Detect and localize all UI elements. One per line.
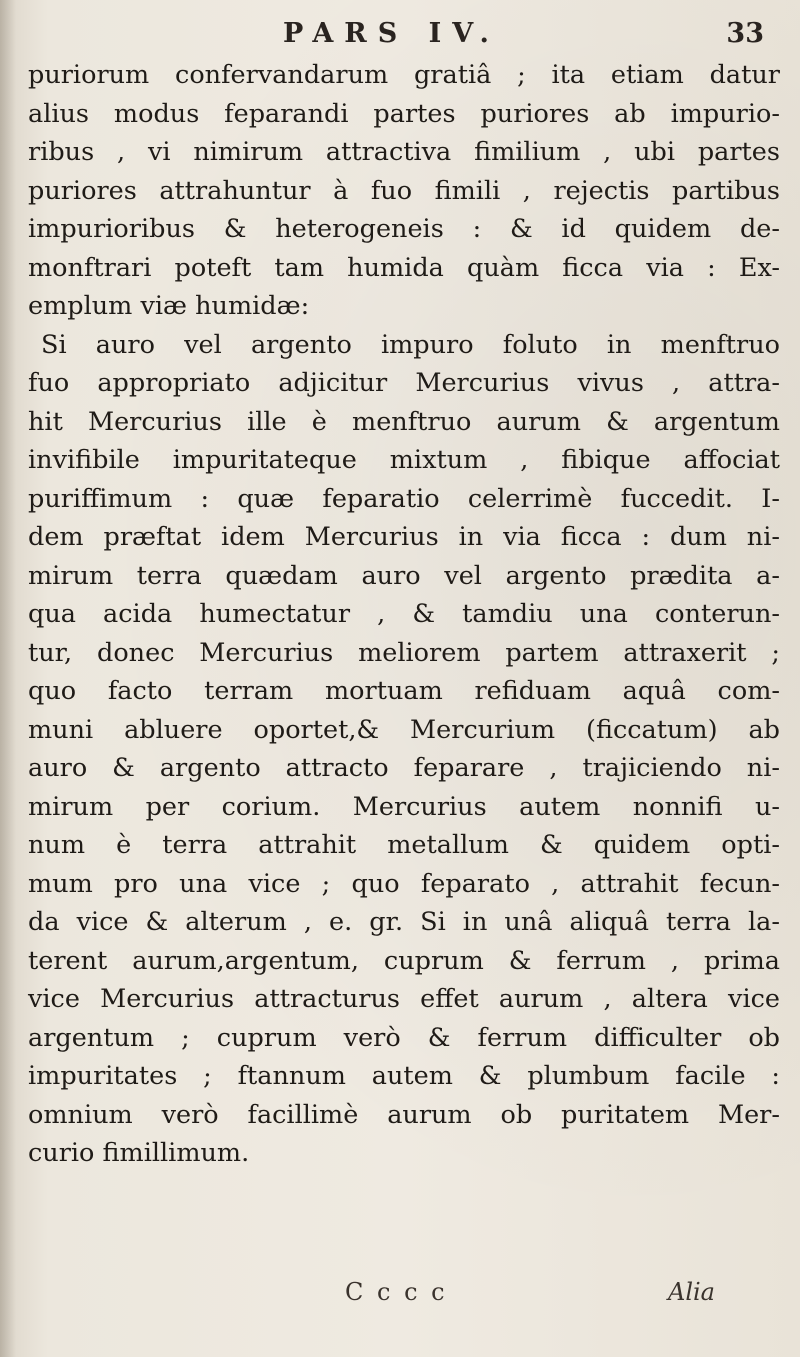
text-line: quo facto terram mortuam refiduam aquâ com- — [28, 676, 780, 706]
text-line: puriores attrahuntur à fuo fimili , rejectis partibus — [28, 175, 780, 206]
body-text — [28, 56, 780, 1173]
running-head — [0, 14, 800, 54]
text-line: alius modus feparandi partes puriores ab impurio- — [28, 98, 780, 129]
page-footer — [0, 1278, 800, 1318]
text-line: puriorum confervandarum gratiâ ; ita etiam datur — [28, 60, 780, 90]
text-line: ribus , vi nimirum attractiva fimilium , ubi partes — [28, 137, 780, 167]
text-line: tur, donec Mercurius meliorem partem attraxerit ; — [28, 637, 780, 668]
text-line: auro & argento attracto feparare , trajiciendo ni- — [28, 753, 780, 783]
text-line: impurioribus & heterogeneis : & id quidem de- — [28, 214, 780, 244]
text-line: da vice & alterum , e. gr. Si in unâ aliquâ terra la- — [28, 907, 780, 937]
text-line: mirum terra quædam auro vel argento prædita a- — [28, 560, 780, 591]
gutter-shadow — [0, 0, 16, 1357]
page-number: 33 — [726, 18, 764, 49]
running-title: PARS IV. — [283, 18, 500, 49]
text-line: num è terra attrahit metallum & quidem opti- — [28, 830, 780, 860]
text-line: vice Mercurius attracturus effet aurum , altera vice — [28, 984, 780, 1014]
text-line: invifibile impuritateque mixtum , fibique affociat — [28, 445, 780, 475]
text-line: omnium verò facillimè aurum ob puritatem Mer- — [28, 1099, 780, 1130]
text-line: muni abluere oportet,& Mercurium (ficcatum) ab — [28, 714, 780, 745]
text-line: puriffimum : quæ feparatio celerrimè fuccedit. I- — [28, 483, 780, 514]
catchword: Alia — [668, 1278, 715, 1306]
text-line: curio fimillimum. — [28, 1138, 250, 1168]
text-line: mum pro una vice ; quo feparato , attrahit fecun- — [28, 868, 780, 899]
text-line: monftrari poteft tam humida quàm ficca via : Ex- — [28, 252, 780, 283]
text-line: terent aurum,argentum, cuprum & ferrum , prima — [28, 945, 780, 976]
text-line: dem præftat idem Mercurius in via ficca : dum ni- — [28, 522, 780, 552]
text-line: qua acida humectatur , & tamdiu una conterun- — [28, 599, 780, 629]
text-line: mirum per corium. Mercurius autem nonnifi u- — [28, 791, 780, 822]
text-line: emplum viæ humidæ: — [28, 291, 310, 321]
text-line: impuritates ; ftannum autem & plumbum facile : — [28, 1061, 780, 1091]
text-line: argentum ; cuprum verò & ferrum difficulter ob — [28, 1022, 780, 1053]
text-line: fuo appropriato adjicitur Mercurius vivus , attra- — [28, 368, 780, 398]
signature-mark: C c c c — [345, 1278, 448, 1306]
text-line: Si auro vel argento impuro foluto in menftruo — [41, 329, 780, 360]
text-line: hit Mercurius ille è menftruo aurum & argentum — [28, 406, 780, 437]
